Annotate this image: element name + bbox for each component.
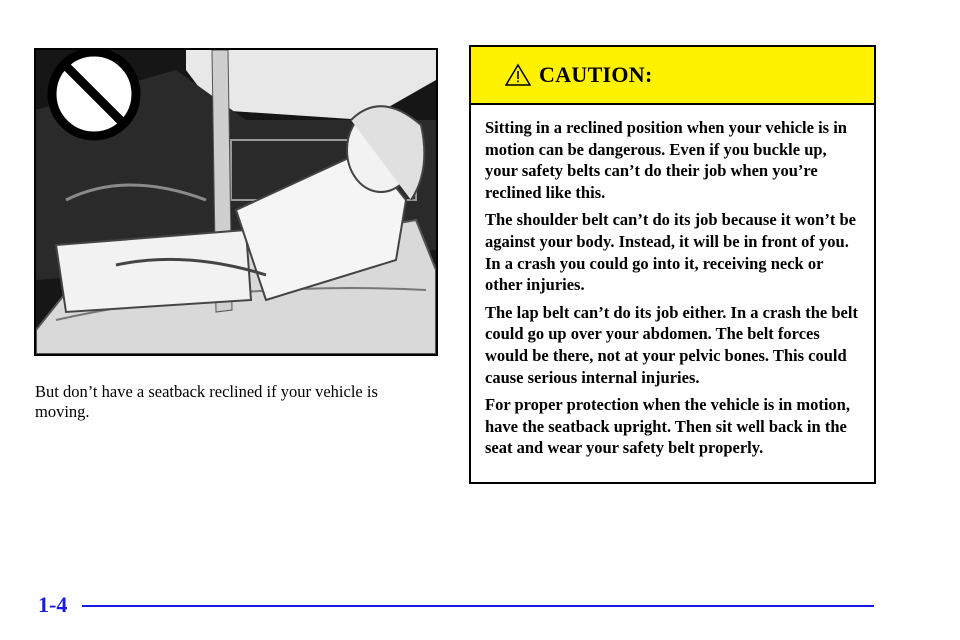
caution-box — [469, 45, 876, 484]
caution-paragraph: For proper protection when the vehicle is in motion, have the seatback upright. Then sit well back in the seat and wear your safety belt properly. — [485, 395, 850, 458]
caution-body — [471, 105, 874, 459]
prohibition-icon — [52, 52, 136, 136]
illustration-svg — [36, 50, 436, 354]
footer-rule — [82, 605, 874, 607]
page-number: 1-4 — [38, 592, 68, 617]
figure-caption: But don’t have a seatback reclined if your vehicle is moving. — [35, 382, 378, 421]
warning-triangle-icon — [505, 63, 531, 87]
caution-paragraph: The shoulder belt can’t do its job because it won’t be against your body. Instead, it will be in front of you. In a crash you could go into it, receiving neck or other injuries. — [485, 210, 856, 295]
caution-paragraph: The lap belt can’t do its job either. In a crash the belt could go up over your abdomen. The belt forces would be there, not at your pelvic bones. This could cause serious internal injuries. — [485, 302, 858, 387]
caution-header — [471, 47, 874, 105]
caution-title: CAUTION: — [539, 62, 653, 87]
reclined-passenger-illustration — [34, 48, 438, 356]
caution-paragraph: Sitting in a reclined position when your vehicle is in motion can be dangerous. Even if you buckle up, your safety belts can’t do their job when you’re reclined like this. — [485, 118, 847, 202]
